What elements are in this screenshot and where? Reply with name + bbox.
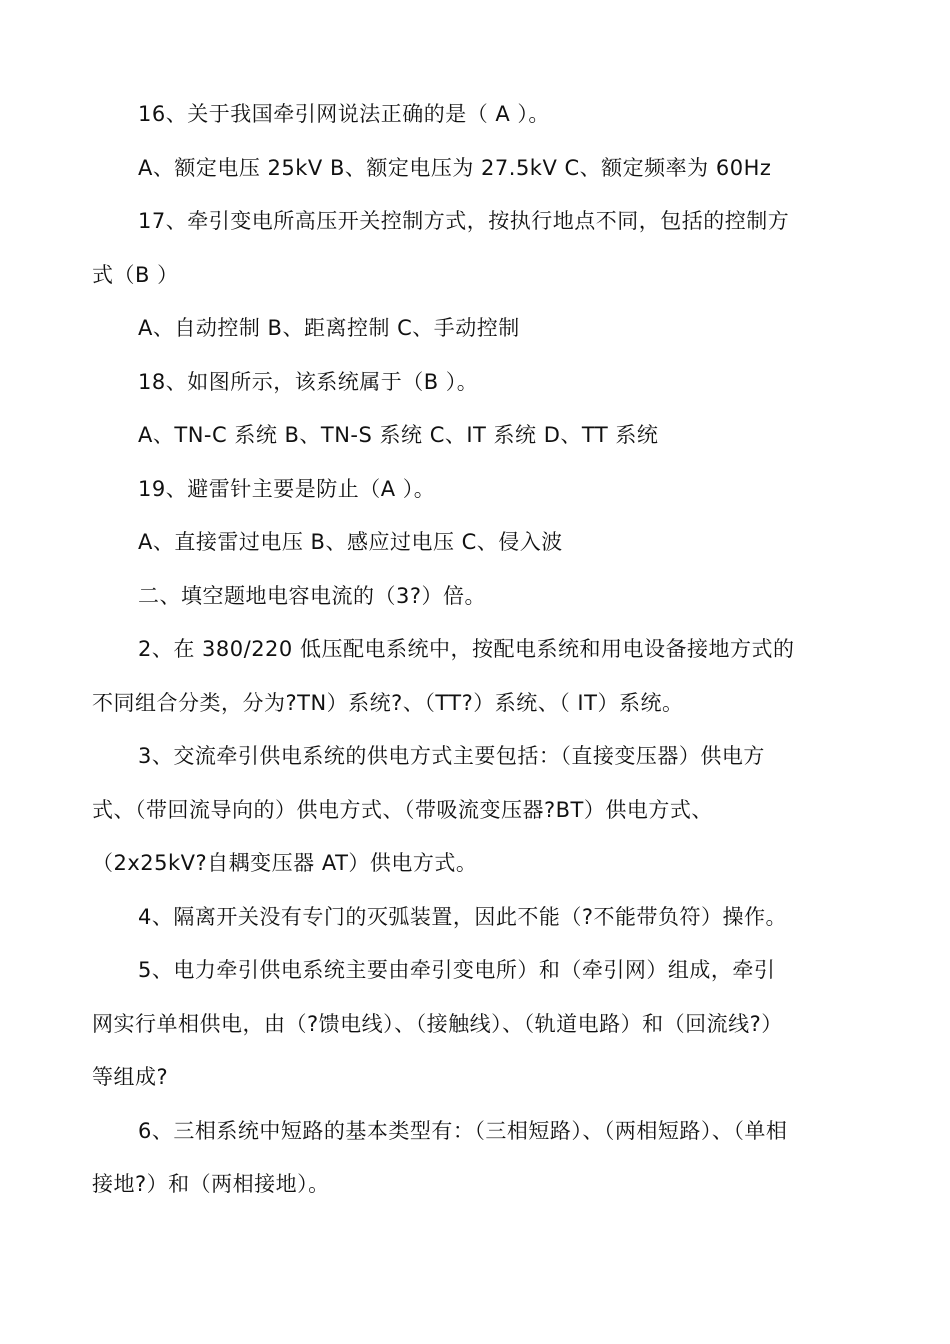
fill-in-3-continued-1: 式、（带回流导向的）供电方式、（带吸流变压器?BT）供电方式、 [92,797,713,822]
fill-in-5: 5、电力牵引供电系统主要由牵引变电所）和（牵引网）组成，牵引 [138,958,776,982]
fill-in-6-continued: 接地?）和（两相接地）。 [92,1172,330,1196]
fill-in-5-continued-2: 等组成? [92,1065,169,1089]
question-18-options: A、TN-C 系统 B、TN-S 系统 C、IT 系统 D、TT 系统 [138,423,659,447]
section-fill-in-heading: 二、填空题地电容电流的（3?）倍。 [138,583,487,608]
question-16: 16、关于我国牵引网说法正确的是（ A ）。 [138,102,550,126]
fill-in-3: 3、交流牵引供电系统的供电方式主要包括：（直接变压器）供电方 [138,744,765,768]
question-17: 17、牵引变电所高压开关控制方式，按执行地点不同，包括的控制方 [138,209,790,233]
question-17-options: A、自动控制 B、距离控制 C、手动控制 [138,316,520,340]
fill-in-3-continued-2: （2x25kV?自耦变压器 AT）供电方式。 [92,851,478,875]
question-18: 18、如图所示，该系统属于（B ）。 [138,369,479,394]
question-16-options: A、额定电压 25kV B、额定电压为 27.5kV C、额定频率为 60Hz [138,155,772,180]
fill-in-6: 6、三相系统中短路的基本类型有：（三相短路）、（两相短路）、（单相 [138,1118,788,1143]
fill-in-5-continued-1: 网实行单相供电，由（?馈电线）、（接触线）、（轨道电路）和（回流线?） [92,1011,783,1036]
question-19-options: A、直接雷过电压 B、感应过电压 C、侵入波 [138,530,563,554]
fill-in-4: 4、隔离开关没有专门的灭弧装置，因此不能（?不能带负符）操作。 [138,904,788,929]
document-page [92,88,862,1212]
fill-in-2-continued: 不同组合分类，分为?TN）系统?、（TT?）系统、（ IT）系统。 [92,690,684,715]
fill-in-2: 2、在 380/220 低压配电系统中，按配电系统和用电设备接地方式的 [138,637,795,661]
question-17-continued: 式（B ） [92,262,179,287]
question-19: 19、避雷针主要是防止（A ）。 [138,476,436,501]
